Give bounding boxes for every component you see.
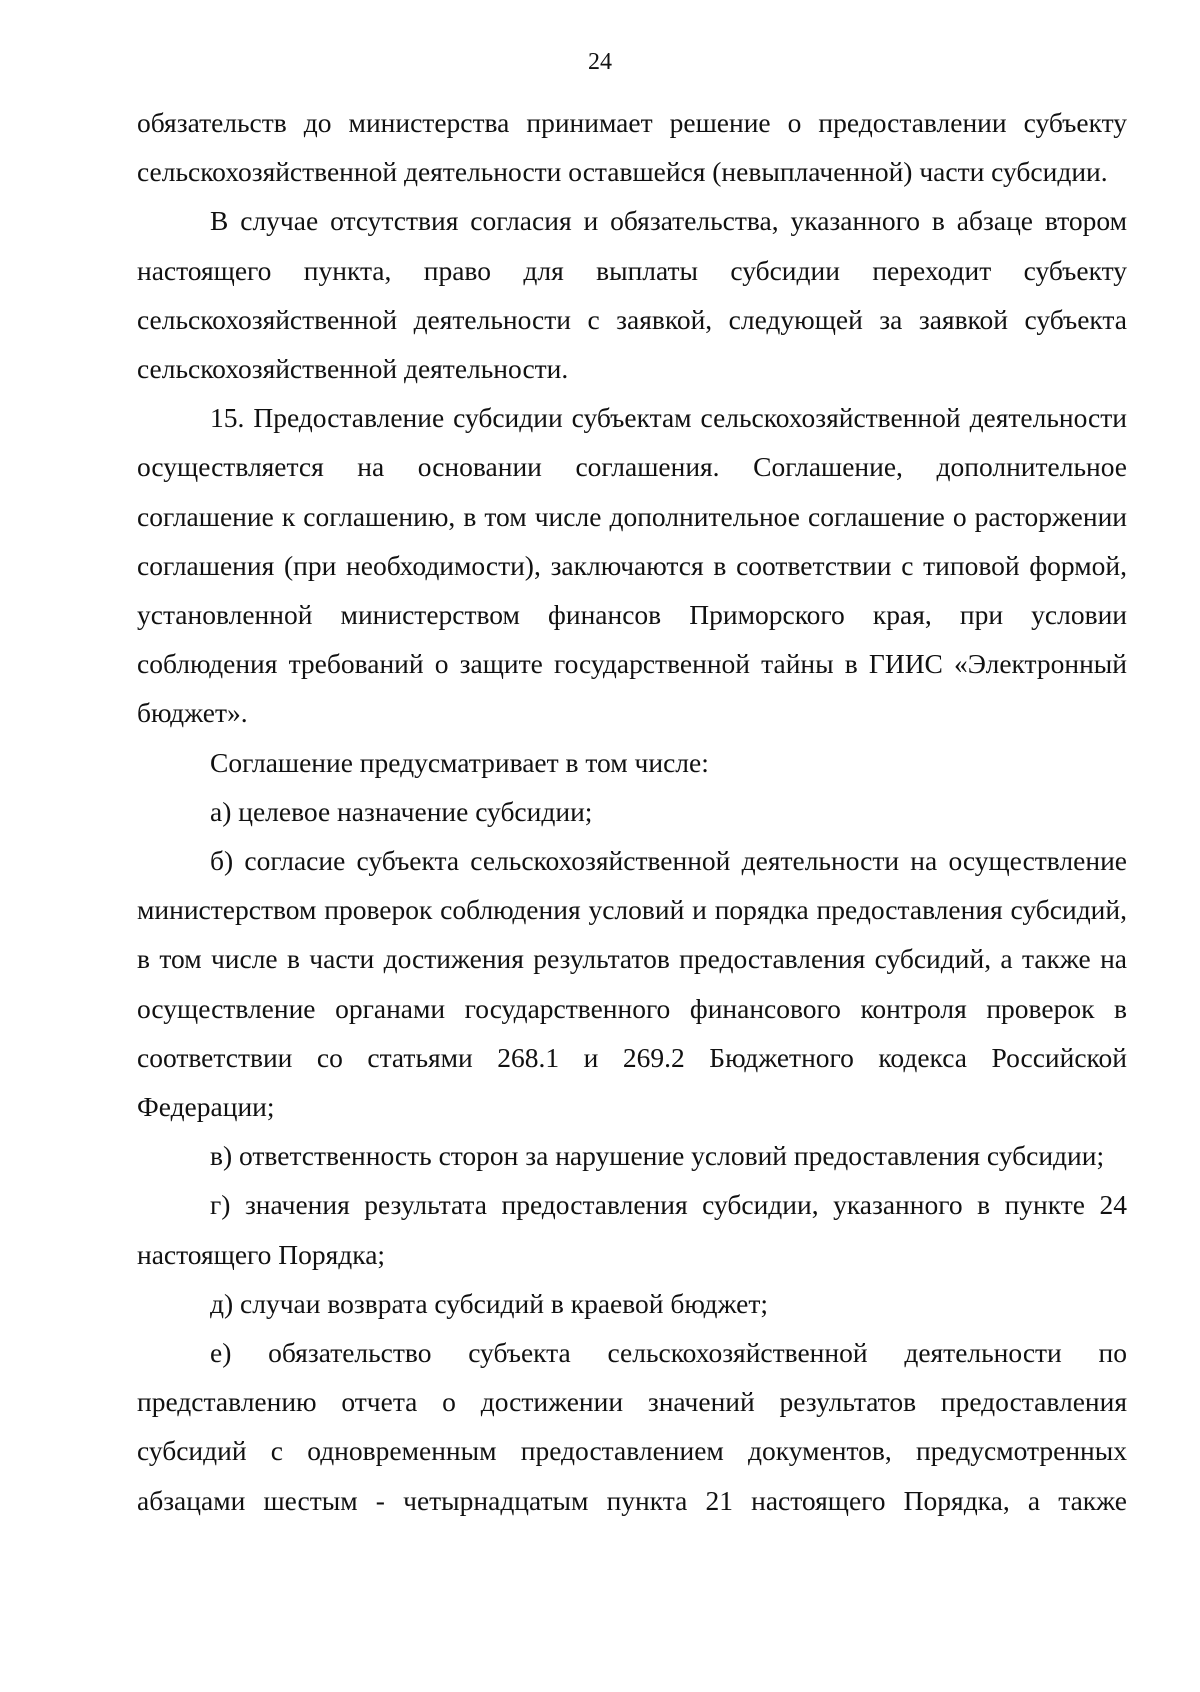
paragraph-continuation: обязательств до министерства принимает решение о предоставлении субъекту сельскохозяйственной деятельности оставшейся (невыплаченной) части субсидии. [137, 107, 1127, 188]
list-item-e: е) обязательство субъекта сельскохозяйственной деятельности по представлению отчета о достижении значений результатов предоставления субсидий с одновременным предоставлением документов, предусмотренных абзацами шестым - четырнадцатым пункта 21 настоящего Порядка, а также [137, 1337, 1127, 1516]
page-number: 24 [588, 49, 612, 75]
paragraph-no-consent: В случае отсутствия согласия и обязательства, указанного в абзаце втором настоящего пункта, право для выплаты субсидии переходит субъекту сельскохозяйственной деятельности с заявкой, следующей за заявкой субъекта сельскохозяйственной деятельности. [137, 205, 1127, 385]
paragraph-item-15: 15. Предоставление субсидии субъектам сельскохозяйственной деятельности осуществляется на основании соглашения. Соглашение, дополнительное соглашение к соглашению, в том числе дополнительное соглашение о расторжении соглашения (при необходимости), заключаются в соответствии с типовой формой, установленной министерством финансов Приморского края, при условии соблюдения требований о защите государственной тайны в ГИИС «Электронный бюджет». [137, 402, 1127, 729]
list-item-d: д) случаи возврата субсидий в краевой бюджет; [210, 1287, 769, 1319]
list-item-b: б) согласие субъекта сельскохозяйственной деятельности на осуществление министерством проверок соблюдения условий и порядка предоставления субсидий, в том числе в части достижения результатов предоставления субсидий, а также на осуществление органами государственного финансового контроля проверок в соответствии со статьями 268.1 и 269.2 Бюджетного кодекса Российской Федерации; [137, 845, 1127, 1123]
list-item-a: а) целевое назначение субсидии; [210, 795, 593, 827]
list-item-g: г) значения результата предоставления субсидии, указанного в пункте 24 настоящего Порядка; [137, 1189, 1127, 1270]
list-item-v: в) ответственность сторон за нарушение условий предоставления субсидии; [210, 1140, 1105, 1172]
paragraph-agreement-intro: Соглашение предусматривает в том числе: [210, 746, 709, 778]
document-body [137, 98, 1127, 1525]
